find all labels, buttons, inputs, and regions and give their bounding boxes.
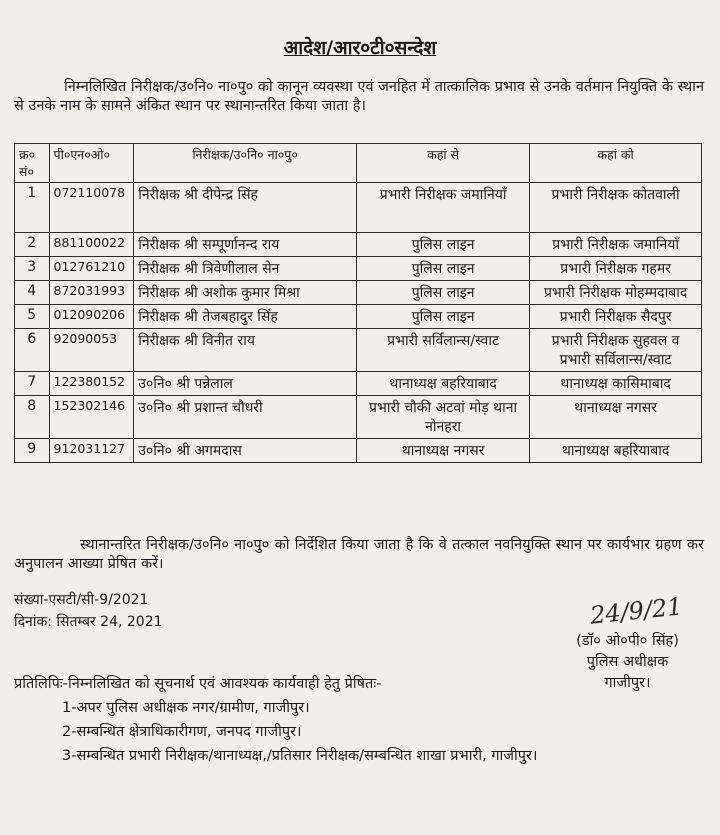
transfer-table (14, 143, 702, 463)
row-pno: 122380152 (49, 372, 134, 396)
row-to: प्रभारी निरीक्षक मोहम्मदाबाद (530, 281, 702, 305)
table-row (15, 281, 702, 305)
row-from: पुलिस लाइन (356, 305, 529, 329)
row-serial: 6 (15, 329, 50, 372)
table-row (15, 233, 702, 257)
row-name: निरीक्षक श्री सम्पूर्णानन्द राय (134, 233, 357, 257)
table-row (15, 396, 702, 439)
copy-to-item: 2-सम्बन्धित क्षेत्राधिकारीगण, जनपद गाजीपुर। (62, 724, 302, 740)
signatory-place: गाजीपुर। (604, 675, 651, 691)
instruction-paragraph: स्थानान्तरित निरीक्षक/उ०नि० ना०पु० को निर्देशित किया जाता है कि वे तत्काल नवनियुक्ति स्थान पर कार्यभार ग्रहण कर अनुपालन आख्या प्रेषित करें। (14, 537, 704, 572)
row-pno: 872031993 (49, 281, 134, 305)
row-name: निरीक्षक श्री त्रिवेणीलाल सेन (134, 257, 357, 281)
row-pno: 92090053 (49, 329, 134, 372)
row-name: निरीक्षक श्री तेजबहादुर सिंह (134, 305, 357, 329)
row-from: पुलिस लाइन (356, 281, 529, 305)
row-from: प्रभारी निरीक्षक जमानियाँ (356, 183, 529, 233)
signatory-name: (डॉ० ओ०पी० सिंह) (576, 633, 679, 649)
table-row (15, 329, 702, 372)
intro-paragraph: निम्नलिखित निरीक्षक/उ०नि० ना०पु० को कानून व्यवस्था एवं जनहित में तात्कालिक प्रभाव से उनके वर्तमान नियुक्ति के स्थान से उनके नाम के सामने अंकित स्थान पर स्थानान्तरित किया जाता है। (14, 79, 704, 114)
order-date: दिनांक: सितम्बर 24, 2021 (14, 614, 163, 630)
row-to: प्रभारी निरीक्षक जमानियाँ (530, 233, 702, 257)
header-pno: पी०एन०ओ० (49, 144, 134, 183)
row-serial: 4 (15, 281, 50, 305)
signatory-designation: पुलिस अधीक्षक (586, 654, 669, 670)
row-to: प्रभारी निरीक्षक गहमर (530, 257, 702, 281)
row-serial: 3 (15, 257, 50, 281)
table-row (15, 372, 702, 396)
row-pno: 912031127 (49, 439, 134, 463)
row-from: प्रभारी चौकी अटवां मोड़ थाना नोनहरा (356, 396, 529, 439)
table-row (15, 305, 702, 329)
copy-to-item: 3-सम्बन्धित प्रभारी निरीक्षक/थानाध्यक्ष,/प्रतिसार निरीक्षक/सम्बन्धित शाखा प्रभारी, गाजीपुर। (62, 748, 538, 764)
row-from: प्रभारी सर्विलान्स/स्वाट (356, 329, 529, 372)
row-pno: 881100022 (49, 233, 134, 257)
table-row (15, 257, 702, 281)
row-serial: 5 (15, 305, 50, 329)
row-to: प्रभारी निरीक्षक सैदपुर (530, 305, 702, 329)
row-serial: 9 (15, 439, 50, 463)
row-serial: 8 (15, 396, 50, 439)
reference-number: संख्या-एसटी/सी-9/2021 (14, 592, 149, 608)
row-name: उ०नि० श्री प्रशान्त चौधरी (134, 396, 357, 439)
row-name: निरीक्षक श्री अशोक कुमार मिश्रा (134, 281, 357, 305)
row-from: पुलिस लाइन (356, 233, 529, 257)
row-from: पुलिस लाइन (356, 257, 529, 281)
row-name: उ०नि० श्री पन्नेलाल (134, 372, 357, 396)
row-serial: 1 (15, 183, 50, 233)
copy-to-title: प्रतिलिपिः-निम्नलिखित को सूचनार्थ एवं आवश्यक कार्यवाही हेतु प्रेषितः- (14, 676, 382, 692)
signature-block (540, 631, 715, 694)
table-header-row (15, 144, 702, 183)
header-name: निरीक्षक/उ०नि० ना०पु० (134, 144, 357, 183)
row-pno: 152302146 (49, 396, 134, 439)
row-name: उ०नि० श्री अगमदास (134, 439, 357, 463)
row-name: निरीक्षक श्री विनीत राय (134, 329, 357, 372)
header-to: कहां को (530, 144, 702, 183)
row-pno: 012761210 (49, 257, 134, 281)
header-serial: क्र० सं० (15, 144, 50, 183)
handwritten-signature: 24/9/21 (588, 592, 684, 630)
row-from: थानाध्यक्ष नगसर (356, 439, 529, 463)
row-serial: 7 (15, 372, 50, 396)
row-to: थानाध्यक्ष बहरियाबाद (530, 439, 702, 463)
copy-to-item: 1-अपर पुलिस अधीक्षक नगर/ग्रामीण, गाजीपुर। (62, 700, 310, 716)
row-to: थानाध्यक्ष नगसर (530, 396, 702, 439)
document-title: आदेश/आर०टी०सन्देश (283, 37, 437, 59)
row-name: निरीक्षक श्री दीपेन्द्र सिंह (134, 183, 357, 233)
row-pno: 072110078 (49, 183, 134, 233)
header-from: कहां से (356, 144, 529, 183)
row-serial: 2 (15, 233, 50, 257)
table-row (15, 439, 702, 463)
row-to: प्रभारी निरीक्षक कोतवाली (530, 183, 702, 233)
row-to: प्रभारी निरीक्षक सुहवल व प्रभारी सर्विलान्स/स्वाट (530, 329, 702, 372)
table-row (15, 183, 702, 233)
row-from: थानाध्यक्ष बहरियाबाद (356, 372, 529, 396)
row-to: थानाध्यक्ष कासिमाबाद (530, 372, 702, 396)
row-pno: 012090206 (49, 305, 134, 329)
